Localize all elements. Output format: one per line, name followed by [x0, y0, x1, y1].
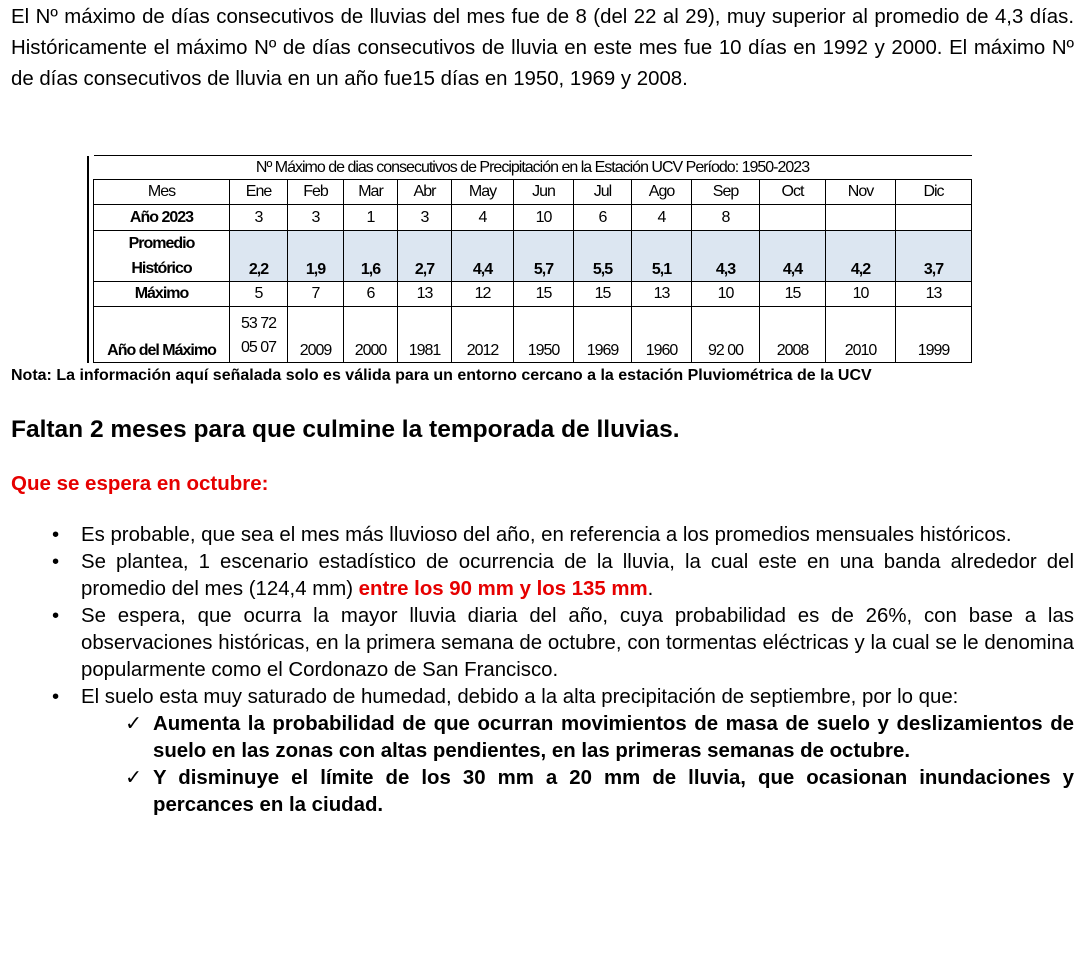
consequence-list [81, 711, 1074, 819]
table-cell: 4,4 [452, 231, 514, 282]
table-header-row [94, 180, 972, 205]
table-cell-line: 05 07 [240, 339, 277, 356]
bullet-icon: • [52, 605, 60, 627]
table-cell: 5,5 [574, 231, 632, 282]
table-cell: 4,3 [692, 231, 760, 282]
month-header: Jul [574, 180, 632, 205]
table-cell: 6 [574, 205, 632, 231]
table-cell: 1950 [514, 307, 574, 363]
table-cell: 5,1 [632, 231, 692, 282]
table-cell: 2,7 [398, 231, 452, 282]
table-cell: 2000 [344, 307, 398, 363]
table-cell: 3 [230, 205, 288, 231]
table-cell: 15 [574, 282, 632, 307]
month-header: Abr [398, 180, 452, 205]
table-cell: 13 [398, 282, 452, 307]
table-cell: 5 [230, 282, 288, 307]
table-cell: 3 [398, 205, 452, 231]
bullet-icon: • [52, 686, 60, 708]
check-icon: ✓ [125, 713, 143, 735]
table-cell: 10 [514, 205, 574, 231]
table-cell: 6 [344, 282, 398, 307]
table-cell: 1,6 [344, 231, 398, 282]
check-item [125, 711, 1074, 765]
highlight-text: entre los 90 mm y los 135 mm [358, 578, 648, 600]
section-heading: Faltan 2 meses para que culmine la temporada de lluvias. [11, 416, 680, 443]
month-header: Ago [632, 180, 692, 205]
table-cell: 12 [452, 282, 514, 307]
month-header: Jun [514, 180, 574, 205]
table-cell: 1 [344, 205, 398, 231]
table-cell: 15 [514, 282, 574, 307]
list-item [52, 684, 1074, 819]
bullet-icon: • [52, 524, 60, 546]
table-cell: 3 [288, 205, 344, 231]
table-cell [760, 205, 826, 231]
list-item-text: El suelo esta muy saturado de humedad, debido a la alta precipitación de septiembre, por lo que: [81, 686, 959, 708]
bullet-icon: • [52, 551, 60, 573]
table-cell: 10 [826, 282, 896, 307]
table-cell: 2012 [452, 307, 514, 363]
table-row-max-year [94, 307, 972, 363]
table-cell: 1999 [896, 307, 972, 363]
month-header: Oct [760, 180, 826, 205]
table-cell: 4 [452, 205, 514, 231]
table-row-maximum [94, 282, 972, 307]
row-label: Máximo [94, 282, 230, 307]
list-item-text: Se plantea, 1 escenario estadístico de ocurrencia de la lluvia, la cual este en una banda alrededor del promedio del mes (124,4 mm) [81, 551, 1074, 600]
row-label [94, 231, 230, 282]
table-cell [826, 205, 896, 231]
table-cell: 4,4 [760, 231, 826, 282]
table-cell: 1969 [574, 307, 632, 363]
table-cell: 13 [632, 282, 692, 307]
table-cell: 3,7 [896, 231, 972, 282]
table-cell: 1981 [398, 307, 452, 363]
check-item [125, 765, 1074, 819]
list-item [52, 603, 1074, 684]
month-header: Dic [896, 180, 972, 205]
table-cell: 8 [692, 205, 760, 231]
table-title: Nº Máximo de dias consecutivos de Precipitación en la Estación UCV Período: 1950-2023 [94, 156, 972, 180]
table-cell: 13 [896, 282, 972, 307]
list-item-text: Se espera, que ocurra la mayor lluvia diaria del año, cuya probabilidad es de 26%, con base a las observaciones históricas, en la primera semana de octubre, con tormentas eléctricas y la cual se le denomina popularmente como el Cordonazo de San Francisco. [81, 605, 1074, 681]
header-label: Mes [94, 180, 230, 205]
forecast-list [52, 522, 1074, 819]
table-cell: 4 [632, 205, 692, 231]
table-row-historical-average [94, 231, 972, 282]
month-header: Ene [230, 180, 288, 205]
intro-paragraph: El Nº máximo de días consecutivos de lluvias del mes fue de 8 (del 22 al 29), muy superior al promedio de 4,3 días. Históricamente el máximo Nº de días consecutivos de lluvia en este mes fue 10 días en 1992 y 2000. El máximo Nº de días consecutivos de lluvia en un año fue15 días en 1950, 1969 y 2008. [11, 6, 1074, 90]
table-cell: 15 [760, 282, 826, 307]
table-cell: 7 [288, 282, 344, 307]
table-cell: 2009 [288, 307, 344, 363]
table-cell: 4,2 [826, 231, 896, 282]
row-label-line: Histórico [131, 260, 192, 277]
month-header: Feb [288, 180, 344, 205]
table-row-year-2023 [94, 205, 972, 231]
list-item [52, 549, 1074, 603]
table-cell: 1960 [632, 307, 692, 363]
table-cell: 1,9 [288, 231, 344, 282]
month-header: Sep [692, 180, 760, 205]
rainfall-table-container [80, 155, 972, 363]
table-cell [230, 307, 288, 363]
section-subheading: Que se espera en octubre: [11, 472, 269, 495]
month-header: Mar [344, 180, 398, 205]
row-label: Año 2023 [94, 205, 230, 231]
table-cell-line: 53 72 [240, 315, 277, 332]
table-note: Nota: La información aquí señalada solo es válida para un entorno cercano a la estación Pluviométrica de la UCV [11, 367, 872, 384]
table-cell: 10 [692, 282, 760, 307]
table-cell [896, 205, 972, 231]
row-label: Año del Máximo [94, 307, 230, 363]
month-header: Nov [826, 180, 896, 205]
row-label-line: Promedio [128, 235, 195, 252]
check-item-text: Aumenta la probabilidad de que ocurran movimientos de masa de suelo y deslizamientos de suelo en las zonas con altas pendientes, en las primeras semanas de octubre. [153, 713, 1074, 762]
table-cell: 2,2 [230, 231, 288, 282]
list-item [52, 522, 1074, 549]
table-cell: 5,7 [514, 231, 574, 282]
check-icon: ✓ [125, 767, 143, 789]
rainfall-table [93, 155, 972, 363]
list-item-text: Es probable, que sea el mes más lluvioso del año, en referencia a los promedios mensuales históricos. [81, 524, 1012, 546]
list-item-text: . [647, 578, 654, 600]
table-cell: 92 00 [692, 307, 760, 363]
month-header: May [452, 180, 514, 205]
table-cell: 2008 [760, 307, 826, 363]
check-item-text: Y disminuye el límite de los 30 mm a 20 mm de lluvia, que ocasionan inundaciones y percances en la ciudad. [153, 767, 1074, 816]
table-cell: 2010 [826, 307, 896, 363]
